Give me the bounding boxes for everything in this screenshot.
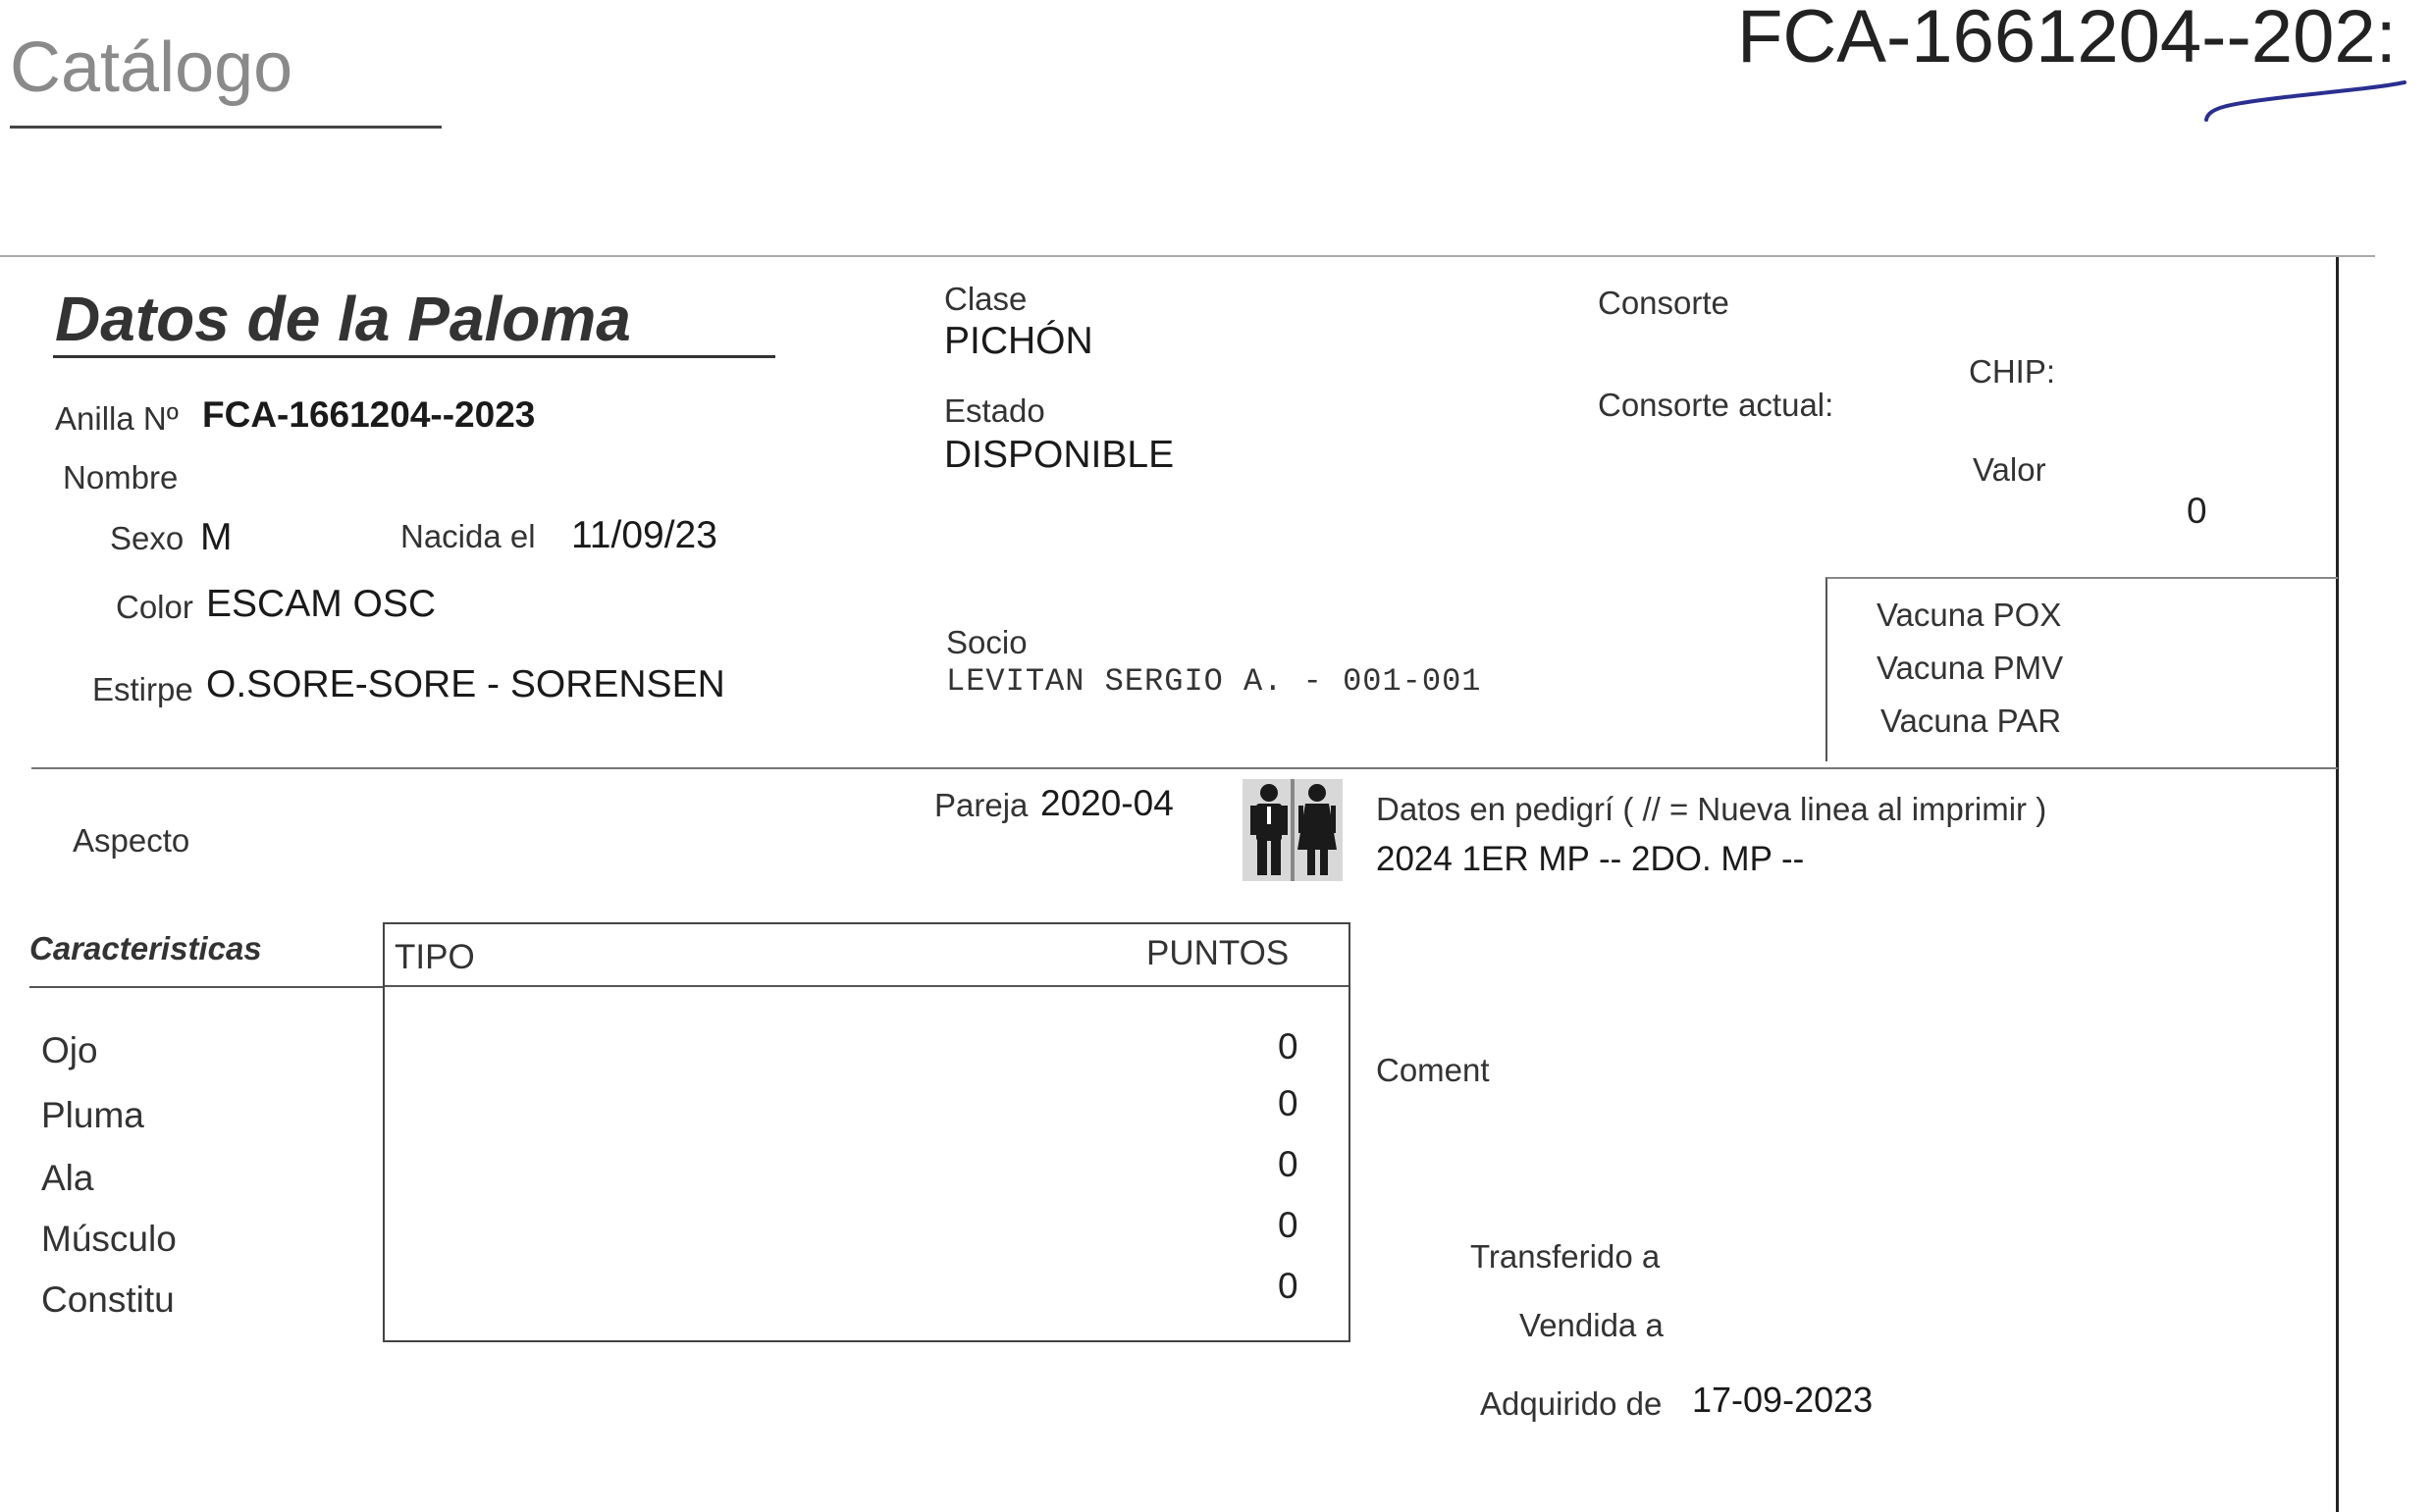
- pedigree-label: Datos en pedigrí ( // = Nueva linea al imprimir ): [1376, 791, 2047, 827]
- valor-label: Valor: [1973, 451, 2046, 488]
- estirpe-value: O.SORE-SORE - SORENSEN: [206, 663, 725, 705]
- consorte-actual-label: Consorte actual:: [1598, 387, 1834, 423]
- section-title-underline: [53, 355, 775, 358]
- characteristics-underline: [29, 986, 385, 988]
- sexo-value: M: [200, 516, 233, 558]
- aspecto-label: Aspecto: [73, 822, 190, 859]
- table-header-divider: [385, 985, 1349, 987]
- points-ojo: 0: [1278, 1026, 1298, 1067]
- points-ala: 0: [1278, 1144, 1298, 1184]
- vacuna-pox: Vacuna POX: [1877, 597, 2062, 633]
- valor-value: 0: [2187, 491, 2207, 531]
- vacuna-par: Vacuna PAR: [1880, 703, 2062, 739]
- col-puntos-header: PUNTOS: [1146, 934, 1290, 972]
- coment-label: Coment: [1376, 1052, 1490, 1088]
- trait-pluma: Pluma: [41, 1095, 144, 1135]
- vendida-label: Vendida a: [1519, 1307, 1664, 1343]
- color-value: ESCAM OSC: [206, 583, 437, 625]
- trait-constitu: Constitu: [41, 1279, 175, 1320]
- title-underline: [10, 126, 442, 129]
- estirpe-label: Estirpe: [92, 671, 193, 707]
- frame-top-line: [0, 255, 2375, 257]
- pareja-value: 2020-04: [1040, 783, 1174, 823]
- characteristics-heading: Caracteristicas: [29, 930, 262, 966]
- section-divider: [31, 767, 2338, 769]
- chip-label: CHIP:: [1969, 353, 2056, 390]
- nombre-label: Nombre: [63, 459, 179, 495]
- pen-mark: [2198, 69, 2414, 128]
- nacida-value: 11/09/23: [571, 514, 717, 556]
- color-label: Color: [116, 589, 193, 625]
- ring-id-header: FCA-1661204--202:: [1737, 0, 2397, 78]
- anilla-label: Anilla Nº: [55, 400, 179, 437]
- trait-ala: Ala: [41, 1158, 94, 1198]
- points-pluma: 0: [1278, 1083, 1298, 1123]
- clase-label: Clase: [944, 281, 1028, 317]
- trait-musculo: Músculo: [41, 1219, 177, 1259]
- points-constitu: 0: [1278, 1266, 1298, 1306]
- pedigree-value: 2024 1ER MP -- 2DO. MP --: [1376, 840, 1805, 878]
- page-title: Catálogo: [10, 28, 293, 107]
- couple-icon: [1243, 779, 1343, 881]
- vacuna-pmv: Vacuna PMV: [1877, 650, 2064, 686]
- points-musculo: 0: [1278, 1205, 1298, 1245]
- pareja-label: Pareja: [934, 787, 1029, 823]
- col-tipo-header: TIPO: [395, 938, 475, 976]
- sexo-label: Sexo: [110, 520, 185, 556]
- frame-right-border: [2336, 257, 2339, 1512]
- section-title: Datos de la Paloma: [55, 284, 631, 354]
- anilla-value: FCA-1661204--2023: [202, 394, 536, 435]
- transferido-label: Transferido a: [1470, 1238, 1661, 1275]
- nacida-label: Nacida el: [400, 518, 536, 554]
- adquirido-label: Adquirido de: [1480, 1385, 1663, 1422]
- estado-label: Estado: [944, 392, 1045, 429]
- trait-ojo: Ojo: [41, 1030, 98, 1070]
- socio-value: LEVITAN SERGIO A. - 001-001: [946, 663, 1482, 700]
- clase-value: PICHÓN: [944, 320, 1093, 362]
- estado-value: DISPONIBLE: [944, 434, 1175, 476]
- adquirido-value: 17-09-2023: [1692, 1380, 1874, 1420]
- socio-label: Socio: [946, 624, 1028, 660]
- consorte-label: Consorte: [1598, 285, 1729, 321]
